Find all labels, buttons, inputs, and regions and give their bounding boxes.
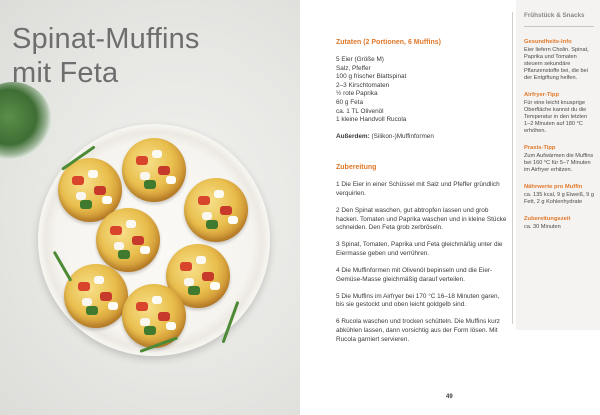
ingredient: 1 kleine Handvoll Rucola [336,116,407,124]
ingredient: 2–3 Kirschtomaten [336,81,390,89]
sidebar-text: ca. 30 Minuten [524,224,561,230]
page-number: 49 [446,394,453,400]
step: 6 Rucola waschen und trocken schütteln. Die Muffins kurz abkühlen lassen, dann vorsichtig aus der Form lösen. Mit Rucola garniert servieren. [336,318,500,343]
sidebar-heading: Nährwerte pro Muffin [524,184,583,190]
sidebar-text: ca. 135 kcal, 9 g Eiweiß, 9 g Fett, 2 g Kohlenhydrate [524,192,594,205]
sidebar-heading: Praxis-Tipp [524,145,556,151]
ingredient: 60 g Feta [336,98,364,106]
step: 4 Die Muffinformen mit Olivenöl bepinseln und die Eier-Gemüse-Masse gleichmäßig darauf verteilen. [336,267,493,283]
sidebar-divider [512,12,513,324]
sidebar-text: Für eine leicht knusprige Oberfläche kannst du die Temperatur in den letzten 1–2 Minuten auf 180 °C erhöhen. [524,100,588,134]
ingredients-list [336,56,508,125]
muffin [96,208,160,272]
category-label: Frühstück & Snacks [524,12,594,27]
preparation-steps [336,181,508,344]
recipe-title [12,22,200,90]
ingredients-heading: Zutaten (2 Portionen, 6 Muffins) [336,39,441,46]
equipment-label: Außerdem: [336,132,370,140]
title-line-2: mit Feta [12,57,119,89]
sidebar-heading: Gesundheits-Info [524,39,572,45]
ingredient: ½ rote Paprika [336,90,378,98]
nutrition-box [524,184,594,206]
ingredient: 5 Eier (Größe M) [336,56,384,63]
herb-bowl [0,82,52,160]
recipe-column [336,38,508,353]
prep-time-box [524,216,594,231]
ingredient: ca. 1 TL Olivenöl [336,107,384,115]
muffin [184,178,248,242]
step: 1 Die Eier in einer Schüssel mit Salz und Pfeffer gründlich verquirlen. [336,181,500,197]
title-line-1: Spinat-Muffins [12,23,200,55]
equipment-text: (Silikon-)Muffinformen [369,132,434,140]
sidebar-text: Eier liefern Cholin. Spinat, Paprika und Tomaten steuern sekundäre Pflanzenstoffe bei, die bei der Entgiftung helfen. [524,47,589,81]
step: 5 Die Muffins im Airfryer bei 170 °C 16–18 Minuten garen, bis sie gestockt und oben leicht goldgelb sind. [336,292,500,309]
ingredient: Salz, Pfeffer [336,64,371,72]
preparation-heading: Zubereitung [336,164,377,172]
muffin [64,264,128,328]
step: 2 Den Spinat waschen, gut abtropfen lassen und grob hacken. Tomaten und Paprika waschen und in kleine Stücke schneiden. Den Feta grob zerbröseln. [336,207,507,232]
ingredient: 100 g frischer Blattspinat [336,73,407,81]
practice-tip-box [524,145,594,174]
muffin [122,138,186,202]
sidebar-heading: Zubereitungszeit [524,216,571,222]
recipe-page [300,0,600,415]
sidebar [516,0,600,330]
sidebar-text: Zum Aufwärmen die Muffins bei 160 °C für 5–7 Minuten im Airfryer erhitzen. [524,153,594,173]
equipment-note [336,133,508,142]
step: 3 Spinat, Tomaten, Paprika und Feta gleichmäßig unter die Eiermasse geben und verrühren. [336,241,503,257]
sidebar-heading: Airfryer-Tipp [524,92,560,98]
health-info-box [524,39,594,82]
airfryer-tip-box [524,92,594,135]
